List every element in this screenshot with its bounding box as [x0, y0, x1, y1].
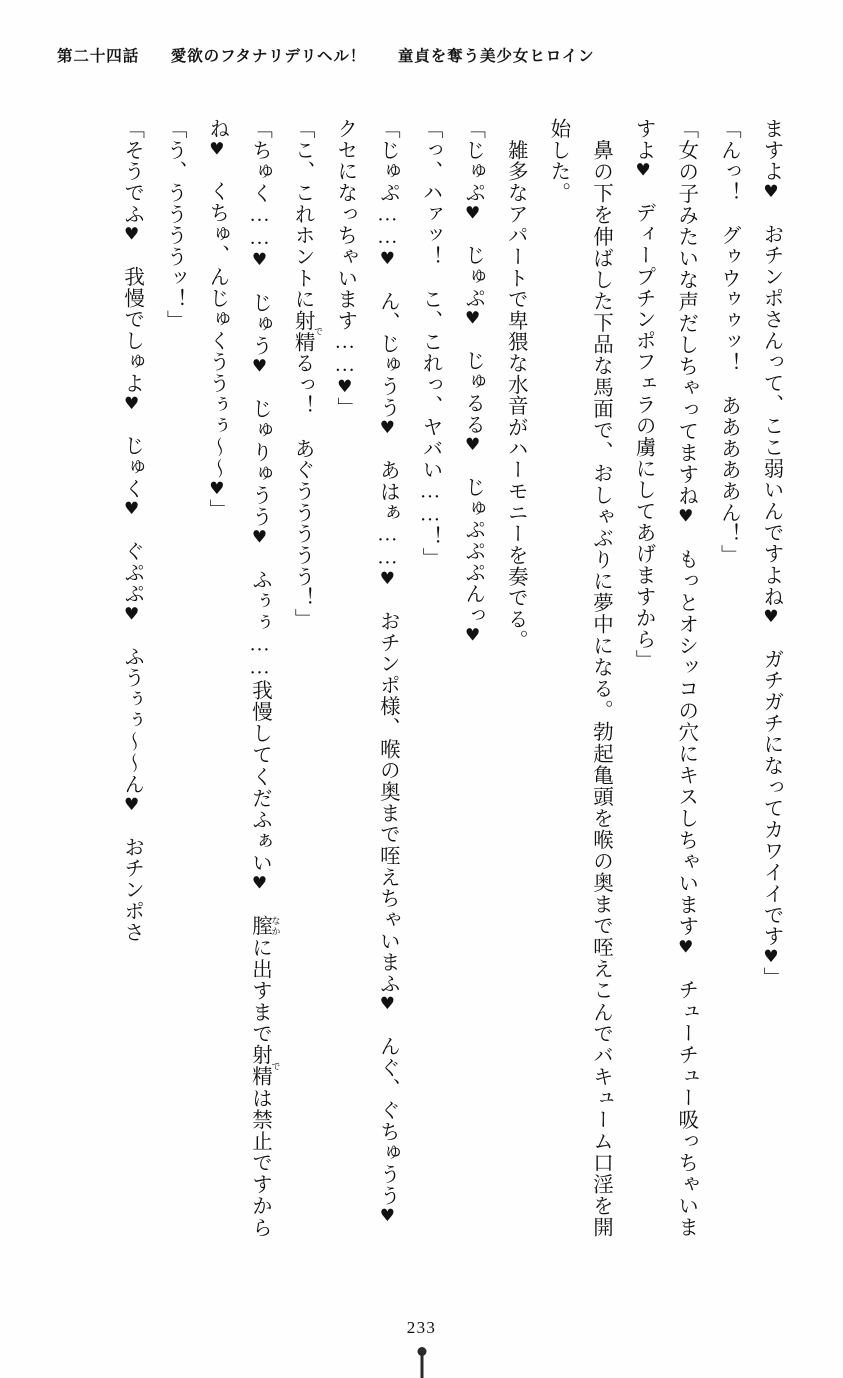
- paragraph: 「そうでふ♥ 我慢でしゅよ♥ じゅく♥ ぐぷぷ♥ ふうぅぅ～～ん♥ おチンポさ: [120, 118, 143, 943]
- chapter-subtitle: 童貞を奪う美少女ヒロイン: [397, 48, 595, 65]
- heart-glyph: ♥: [761, 946, 781, 967]
- heart-glyph: ♥: [377, 1206, 398, 1227]
- heart-glyph: ♥: [206, 139, 227, 160]
- paragraph: 「じゅぷ♥ じゅぷ♥ じゅるる♥ じゅぷぷぷんっ♥: [461, 118, 484, 646]
- heart-glyph: ♥: [334, 376, 355, 397]
- heart-glyph: ♥: [377, 569, 398, 590]
- paragraph: 「う、ううううッ！」: [163, 118, 186, 332]
- heart-glyph: ♥: [462, 435, 483, 456]
- body-text-block: [52, 118, 792, 1248]
- paragraph: 「んっ！ グゥウゥゥッ！ あああああん！」: [717, 118, 740, 566]
- heart-glyph: ♥: [249, 249, 270, 271]
- paragraph: 鼻の下を伸ばした下品な馬面で、おしゃぶりに夢中になる。勃起亀頭を喉の奥まで咥えこんでバキューム口淫を開始した。: [546, 118, 612, 1238]
- spine-line-mark: [420, 1352, 423, 1378]
- paragraph: 「じゅぷ……♥ ん、じゅうう♥ あはぁ……♥ おチンポ様、喉の奥まで咥えちゃいまふ♥ んぐ、ぐちゅうう♥ クセになっちゃいます……♥」: [333, 118, 399, 1248]
- heart-glyph: ♥: [121, 604, 142, 625]
- heart-glyph: ♥: [377, 994, 398, 1015]
- ruby-text: 射精 で: [291, 309, 324, 353]
- paragraph: 「女の子みたいな声だしちゃってますね♥ もっとオシッコの穴にキスしちゃいます♥ チューチュー吸っちゃいますよ♥ ディープチンポフェラの虜にしてあげますから」: [632, 118, 697, 1239]
- heart-glyph: ♥: [121, 794, 142, 815]
- heart-glyph: ♥: [761, 181, 781, 202]
- heart-glyph: ♥: [377, 248, 398, 269]
- heart-glyph: ♥: [377, 418, 398, 439]
- heart-glyph: ♥: [633, 160, 654, 181]
- paragraph: ますよ♥ おチンポさんって、ここ弱いんですよね♥ ガチガチになってカワイイです♥」: [760, 118, 782, 989]
- heart-glyph: ♥: [249, 356, 270, 377]
- paragraph: 「こ、これホントに射精 でるっ！ あぐううううう！」: [291, 118, 324, 630]
- heart-glyph: ♥: [462, 625, 483, 646]
- heart-glyph: ♥: [249, 873, 270, 894]
- heart-glyph: ♥: [121, 393, 142, 414]
- heart-glyph: ♥: [121, 499, 142, 520]
- paragraph: 「ちゅく……♥ じゅう♥ じゅりゅうう♥ ふぅぅ……我慢してくだふぁい♥ 膣 なかに出すまで射精 では禁止ですからね♥ くちゅ、んじゅくううぅぅ～～♥」: [205, 118, 281, 1239]
- paragraph: 雑多なアパートで卑猥な水音がハーモニーを奏でる。: [504, 118, 527, 651]
- heart-glyph: ♥: [462, 308, 483, 329]
- chapter-title: 愛欲のフタナリデリヘル！: [170, 48, 367, 65]
- heart-glyph: ♥: [206, 479, 227, 500]
- heart-glyph: ♥: [675, 506, 696, 527]
- chapter-number: 第二十四話: [57, 48, 140, 65]
- heart-glyph: ♥: [761, 607, 781, 628]
- page-number: 233: [406, 1318, 437, 1337]
- ruby-text: 射精 で: [248, 1044, 281, 1088]
- ruby-text: 膣 なか: [248, 915, 281, 937]
- heart-glyph: ♥: [249, 527, 270, 548]
- paragraph: 「っ、ハァッ！ こ、これっ、ヤバい……！」: [419, 118, 441, 569]
- heart-glyph: ♥: [462, 203, 483, 224]
- heart-glyph: ♥: [675, 937, 696, 958]
- heart-glyph: ♥: [121, 224, 142, 245]
- running-head: [57, 44, 786, 66]
